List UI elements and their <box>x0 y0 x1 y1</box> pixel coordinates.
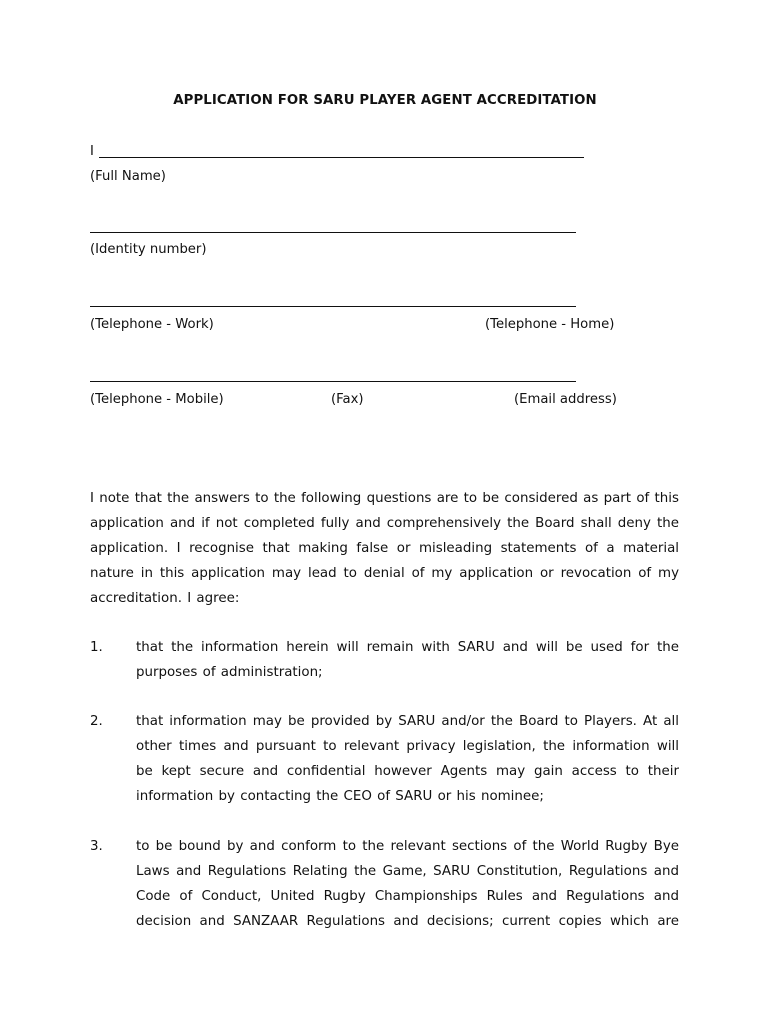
item-number: 3. <box>90 839 103 854</box>
telephone-mobile-label: (Telephone - Mobile) <box>90 392 224 407</box>
telephone-work-label: (Telephone - Work) <box>90 317 214 332</box>
identity-number-label: (Identity number) <box>90 242 207 257</box>
intro-paragraph: I note that the answers to the following questions are to be considered as part of this application and if not completed fully and comprehensively the Board shall deny the application. I recognise that making false or misleading statements of a material nature in this application may lead to denial of my application or revocation of my accreditation. I agree: <box>90 491 679 606</box>
fax-label: (Fax) <box>331 392 364 407</box>
telephone-home-label: (Telephone - Home) <box>485 317 615 332</box>
name-prefix: I <box>90 144 94 159</box>
item-text: to be bound by and conform to the relevant sections of the World Rugby Bye Laws and Regulations Relating the Game, SARU Constitution, Regulations and Code of Conduct, United Rugby Championships Rules and Regulations and decision and SANZAAR Regulations and decisions; current copies which are <box>136 839 679 929</box>
item-number: 1. <box>90 640 103 655</box>
mobile-fax-email-line[interactable] <box>90 381 576 382</box>
item-text: that the information herein will remain with SARU and will be used for the purposes of administration; <box>136 640 679 680</box>
full-name-line[interactable] <box>99 157 584 158</box>
document-title: APPLICATION FOR SARU PLAYER AGENT ACCREDITATION <box>173 93 597 108</box>
telephone-work-home-line[interactable] <box>90 306 576 307</box>
full-name-label: (Full Name) <box>90 169 166 184</box>
item-text: that information may be provided by SARU and/or the Board to Players. At all other times and pursuant to relevant privacy legislation, the information will be kept secure and confidential however Agents may gain access to their information by contacting the CEO of SARU or his nominee; <box>136 714 679 804</box>
email-address-label: (Email address) <box>514 392 617 407</box>
item-number: 2. <box>90 714 103 729</box>
identity-number-line[interactable] <box>90 232 576 233</box>
